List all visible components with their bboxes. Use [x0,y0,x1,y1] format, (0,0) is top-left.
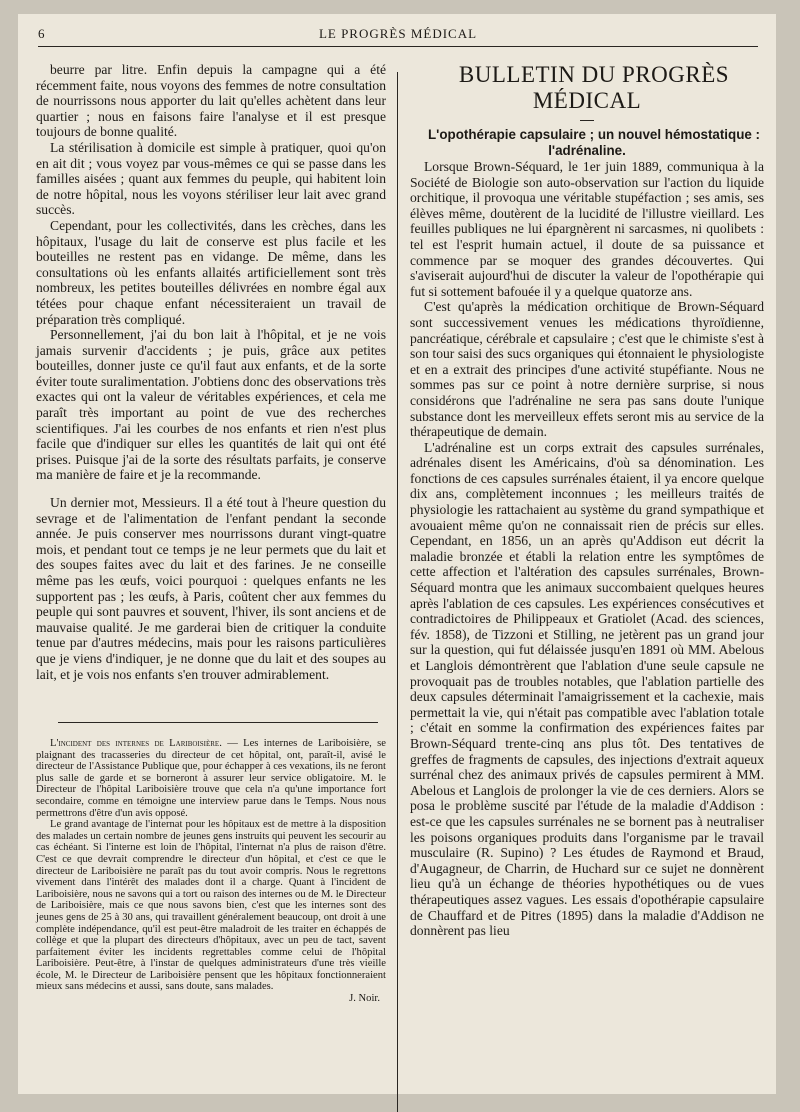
running-title: LE PROGRÈS MÉDICAL [318,26,478,41]
left-column [36,62,386,682]
journal-page [18,14,776,1094]
page-number: 6 [38,26,46,41]
article-title: L'opothérapie capsulaire ; un nouvel hémostatique : l'adrénaline. [427,127,761,158]
article-paragraph: C'est qu'après la médication orchitique de Brown-Séquard sont successivement venues les médications thyroïdienne, pancréatique, cérébrale et capsulaire ; c'est que le chimiste s'est à son tour saisi des sucs organiques qui étonnaient le physiologiste et en a extrait des principes d'une activité stupéfiante. Nous ne sommes pas sur ce point à notre dernière surprise, si nous considérons que l'adrénaline ne sera pas sans doute l'unique substance dont les merveilleux effets seront mis au service de la thérapeutique de demain. [410,299,764,440]
news-note [36,738,386,1005]
left-paragraph: Un dernier mot, Messieurs. Il a été tout à l'heure question du sevrage et de l'alimentation de l'enfant pendant la seconde année. Je puis conserver mes nourrissons durant vingt-quatre mois, et pendant tout ce temps je ne leur permets que du lait et des soupes faites avec du lait et des farines. Je ne conseille même pas les œufs, voici pourquoi : quelques enfants ne les supportent pas ; les œufs, à Paris, coûtent cher aux femmes du peuple qui sont pauvres et souvent, l'hiver, ils sont anciens et de mauvaise qualité. Je me garderai bien de critiquer la conduite tenue par d'autres médecins, mais pour les raisons particulières que je viens d'indiquer, je ne donne que du lait et des soupes au lait, et je vois nos enfants s'en trouver admirablement. [36,495,386,682]
left-paragraph: beurre par litre. Enfin depuis la campagne qui a été récemment faite, nous voyons des femmes de notre consultation de nourrissons nous apporter du lait qu'elles achètent dans leur quartier ; nous en faisons faire l'analyse et il est presque toujours de bonne qualité. [36,62,386,140]
note-paragraph [36,738,386,819]
article-paragraph: Lorsque Brown-Séquard, le 1er juin 1889, communiqua à la Société de Biologie son auto-observation sur l'action du liquide orchitique, il provoqua une véritable stupéfaction ; ses amis, ses élèves même, doutèrent de la lucidité de l'illustre vieillard. Les feuilles publiques ne lui épargnèrent ni sarcasmes, ni quolibets : tel est l'esprit humain actuel, il doute de sa puissance et commence par se moquer des grandes découvertes. Qui s'aviserait aujourd'hui de discuter la valeur de l'opothérapie qui fut si sottement bafouée il y a quelque quatorze ans. [410,159,764,299]
note-text: — Les internes de Lariboisière, se plaignant des tracasseries du directeur de cet hôpital, ont, paraît-il, avisé le directeur de l'Assistance Publique que, pour échapper à ces vexations, ils ne feront plus salle de garde et se borneront à assurer leur service obligatoire. M. le Directeur de l'hôpital Lariboisière trouve que cela n'a qu'une importance fort secondaire, comme en témoigne une interview parue dans le Temps. Nous nous permettrons d'être d'un avis opposé. [36,738,386,819]
note-heading: L'incident des internes de Lariboisière. [50,738,222,749]
note-separator [58,722,378,723]
running-header [38,26,758,44]
column-divider [397,72,398,1112]
note-signature: J. Noir. [349,993,380,1005]
left-paragraph: Personnellement, j'ai du bon lait à l'hôpital, et je ne vois jamais survenir d'accidents ; je puis, grâce aux petites bouteilles, donner juste ce qu'il faut aux enfants, et de la sorte éviter toute suralimentation. J'obtiens donc des observations très exactes qui ont la valeur de véritables expériences, et cela me paraît très important au point de vue des recherches scientifiques. J'ai les courbes de nos enfants et rien n'est plus facile que d'indiquer sur elles les quantités de lait qui ont été prises. Puisque j'ai de la sorte des résultats parfaits, je conserve ma manière de faire et je la recommande. [36,327,386,483]
title-rule [580,120,594,121]
header-rule [38,46,758,47]
article-paragraph: L'adrénaline est un corps extrait des capsules surrénales, adrénales disent les Américains, d'où sa dénomination. Les fonctions de ces capsules surrénales étaient, il ya encore quelque dix ans, complètement inconnues ; les meilleurs traités de physiologie les rattachaient au système du grand sympathique et avouaient même qu'on ne connaissait rien de précis sur elles. Cependant, en 1856, un an après qu'Addison eut décrit la maladie bronzée et établi la relation entre les symptômes de cette affection et l'altération des capsules surrénales, Brown-Séquard montra que les animaux succombaient quelques heures après l'ablation de ces capsules. Les expériences consécutives et contradictoires de Philippeaux et Gratiolet (Acad. des sciences, fév. 1858), de Tizzoni et Stilling, ne jetèrent pas un grand jour sur la question, qui fut délaissée jusqu'en 1891 où MM. Abelous et Langlois démontrèrent que l'ablation d'une seule capsule ne provoquait pas de troubles notables, que l'ablation partielle des deux capsules déterminait l'amaigrissement et la cachexie, mais permettait la vie, qui n'était pas compatible avec l'ablation totale ; c'était en somme la confirmation des expériences faites par Brown-Séquard trente-cinq ans plus tôt. Des tentatives de greffes de fragments de capsules, des injections d'extrait aqueux surrénal chez des animaux privés de capsules permirent à MM. Abelous et Langlois de prolonger la vie de ces derniers. Alors se posa le problème suscité par l'étude de la maladie d'Addison : est-ce que les capsules surrénales ne se bornent pas à neutraliser les poisons organiques produits dans l'organisme par le travail musculaire (R. Supino) ? Les études de Raymond et Braud, d'Augagneur, de Charrin, de Huchard sur ce sujet ne donnèrent lieu qu'à un échange de théories hypothétiques ou de vues thérapeutiques assez vagues. Les essais d'opothérapie capsulaire de Chauffard et de Pitres (1895) dans la maladie d'Addison ne donnèrent pas lieu [410,439,764,939]
right-column [410,62,764,939]
left-paragraph: La stérilisation à domicile est simple à pratiquer, quoi qu'on en ait dit ; vous voyez par vous-mêmes ce qui se passe dans les familles aisées ; quant aux femmes du peuple, qui habitent loin de notre hôpital, nous les voyons stériliser leur lait avec grand succès. [36,139,386,218]
left-paragraph: Cependant, pour les collectivités, dans les crèches, dans les hôpitaux, l'usage du lait de conserve est plus facile et les bouteilles ne restent pas en vidange. De même, dans les consultations où les enfants allaités artificiellement sont très nombreux, les petites bouteilles délivrées en nombre égal aux tétées pour chaque enfant nécessiteraient un travail de préparation très compliqué. [36,217,386,327]
bulletin-title: BULLETIN DU PROGRÈS MÉDICAL [458,62,730,113]
note-paragraph: Le grand avantage de l'internat pour les hôpitaux est de mettre à la disposition des malades un certain nombre de jeunes gens instruits qui peuvent les secourir au cas échéant. Si l'interne est loin de l'hôpital, l'internat n'a plus de raison d'être. C'est ce que devrait comprendre le directeur d'un hôpital, et c'est ce que le directeur de Lariboisière ne paraît pas du tout avoir compris. Nous le regrettons vivement dans l'intérêt des malades dont il a charge. Quant à l'incident de Lariboisière, nous ne savons qui a tort ou raison des internes ou de M. le Directeur de Lariboisière, mais ce que nous savons bien, c'est que les internes sont des jeunes gens de 25 à 30 ans, qui travaillent généralement beaucoup, ont droit à une complète indépendance, qu'il est peut-être maladroit de les traiter en échappés de collège et que la plupart des directeurs d'hôpitaux, avec un peu de tact, savent parfaitement éviter les incidents regrettables comme celui de l'hôpital Lariboisière. Peut-être, à l'instar de quelques administrateurs d'une très vieille école, M. le Directeur de Lariboisière pensent que les hôpitaux fonctionneraient mieux sans médecins et aussi, sans doute, sans malades. [36,819,386,993]
